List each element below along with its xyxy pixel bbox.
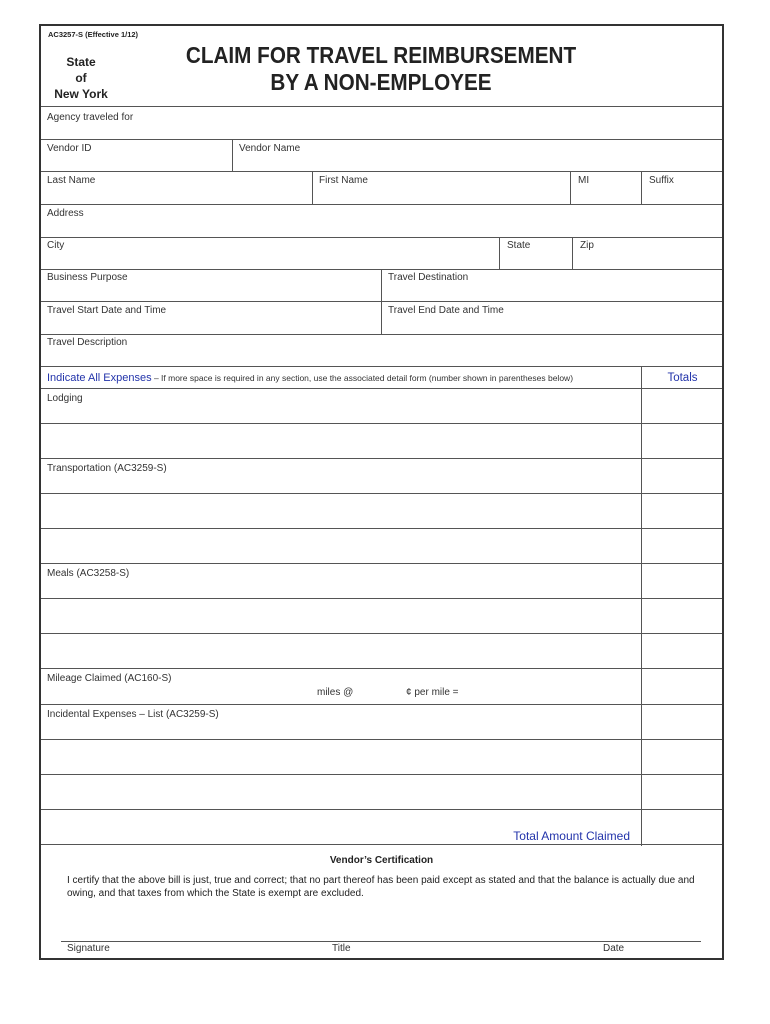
last-name-field[interactable]: Last Name xyxy=(47,175,96,186)
mi-field[interactable]: MI xyxy=(578,175,590,186)
divider xyxy=(41,458,722,459)
divider xyxy=(41,739,722,740)
divider xyxy=(41,388,722,389)
divider xyxy=(41,563,722,564)
vendor-name-field[interactable]: Vendor Name xyxy=(239,143,301,154)
lodging-row[interactable]: Lodging xyxy=(47,393,83,404)
divider xyxy=(41,366,722,367)
zip-field[interactable]: Zip xyxy=(580,240,594,251)
travel-destination-field[interactable]: Travel Destination xyxy=(388,272,469,283)
divider xyxy=(232,139,233,171)
divider xyxy=(41,528,722,529)
signature-line xyxy=(61,941,701,942)
travel-end-field[interactable]: Travel End Date and Time xyxy=(388,305,504,316)
divider xyxy=(641,171,642,204)
vendor-id-field[interactable]: Vendor ID xyxy=(47,143,92,154)
meals-row[interactable]: Meals (AC3258-S) xyxy=(47,568,130,579)
travel-start-field[interactable]: Travel Start Date and Time xyxy=(47,305,167,316)
expenses-heading xyxy=(47,372,573,384)
divider xyxy=(41,139,722,140)
agency-field[interactable]: Agency traveled for xyxy=(47,112,134,123)
divider xyxy=(41,204,722,205)
divider xyxy=(41,774,722,775)
divider xyxy=(41,106,722,107)
totals-heading: Totals xyxy=(667,372,698,384)
form-number: AC3257-S (Effective 1/12) xyxy=(48,30,139,39)
date-field[interactable]: Date xyxy=(603,943,625,954)
incidental-row[interactable]: Incidental Expenses – List (AC3259-S) xyxy=(47,709,219,720)
divider xyxy=(499,237,500,269)
state-label xyxy=(45,54,117,102)
reimbursement-form xyxy=(39,24,724,960)
divider xyxy=(41,598,722,599)
expenses-heading-note: – If more space is required in any section, use the associated detail form (number shown in parentheses below) xyxy=(151,373,574,383)
divider xyxy=(41,237,722,238)
state-line-3: New York xyxy=(54,87,108,101)
certification-title: Vendor’s Certification xyxy=(329,855,434,866)
divider xyxy=(41,844,722,845)
expenses-heading-title: Indicate All Expenses xyxy=(47,372,152,384)
mileage-row[interactable]: Mileage Claimed (AC160-S) xyxy=(47,673,172,684)
form-title xyxy=(174,42,588,96)
city-field[interactable]: City xyxy=(47,240,65,251)
divider xyxy=(381,269,382,334)
divider xyxy=(312,171,313,204)
form-title-line-1: CLAIM FOR TRAVEL REIMBURSEMENT xyxy=(185,42,577,68)
divider xyxy=(41,809,722,810)
certification-text: I certify that the above bill is just, true and correct; that no part thereof has been paid except as stated and that the balance is actually due and owing, and that taxes from which the State is exempt are excluded. xyxy=(67,875,695,899)
miles-at-label: miles @ xyxy=(317,687,354,698)
first-name-field[interactable]: First Name xyxy=(319,175,368,186)
business-purpose-field[interactable]: Business Purpose xyxy=(47,272,128,283)
divider xyxy=(41,668,722,669)
form-title-line-2: BY A NON-EMPLOYEE xyxy=(270,69,492,95)
transportation-row[interactable]: Transportation (AC3259-S) xyxy=(47,463,167,474)
suffix-field[interactable]: Suffix xyxy=(649,175,674,186)
divider xyxy=(572,237,573,269)
divider xyxy=(570,171,571,204)
divider xyxy=(41,171,722,172)
divider xyxy=(41,423,722,424)
divider xyxy=(41,704,722,705)
divider xyxy=(41,334,722,335)
divider xyxy=(41,493,722,494)
state-line-2: of xyxy=(75,71,87,85)
title-field[interactable]: Title xyxy=(332,943,351,954)
state-field[interactable]: State xyxy=(507,240,531,251)
travel-description-field[interactable]: Travel Description xyxy=(47,337,128,348)
divider xyxy=(41,633,722,634)
address-field[interactable]: Address xyxy=(47,208,84,219)
total-amount-claimed: Total Amount Claimed xyxy=(513,829,630,843)
state-line-1: State xyxy=(66,55,96,69)
cents-per-mile-label: ¢ per mile = xyxy=(406,687,459,698)
signature-field[interactable]: Signature xyxy=(67,943,110,954)
